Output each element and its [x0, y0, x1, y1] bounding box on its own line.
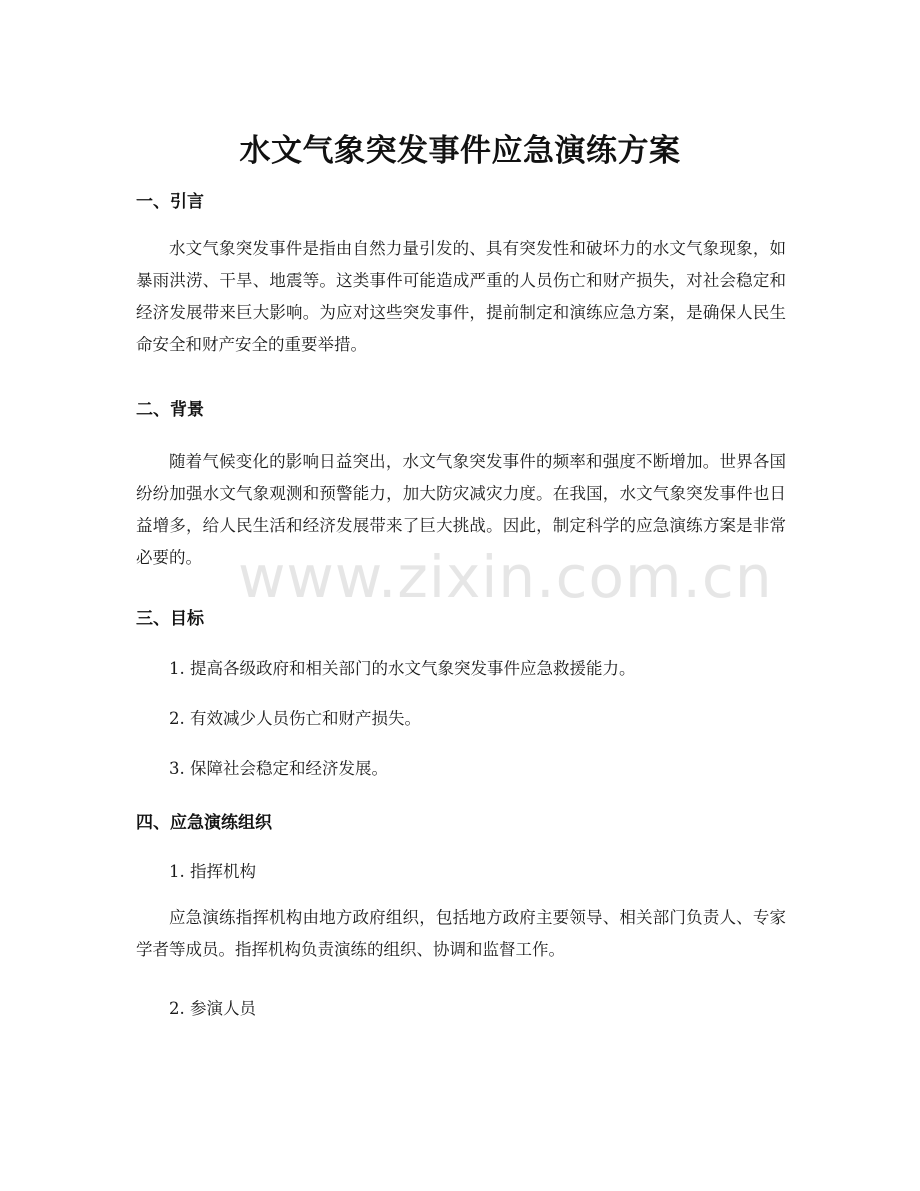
subsection-participants: 2. 参演人员 — [169, 999, 256, 1018]
section-paragraph-introduction: 水文气象突发事件是指由自然力量引发的、具有突发性和破坏力的水文气象现象，如暴雨洪涝、干旱、地震等。这类事件可能造成严重的人员伤亡和财产损失，对社会稳定和经济发展带来巨大影响。为应对这些突发事件，提前制定和演练应急方案，是确保人民生命安全和财产安全的重要举措。 — [136, 239, 786, 354]
document-title: 水文气象突发事件应急演练方案 — [239, 132, 681, 169]
section-paragraph-command-structure: 应急演练指挥机构由地方政府组织，包括地方政府主要领导、相关部门负责人、专家学者等成员。指挥机构负责演练的组织、协调和监督工作。 — [136, 908, 786, 959]
section-paragraph-background: 随着气候变化的影响日益突出，水文气象突发事件的频率和强度不断增加。世界各国纷纷加强水文气象观测和预警能力，加大防灾减灾力度。在我国，水文气象突发事件也日益增多，给人民生活和经济发展带来了巨大挑战。因此，制定科学的应急演练方案是非常必要的。 — [136, 452, 786, 567]
section-heading-goals: 三、目标 — [136, 609, 204, 629]
subsection-command-structure: 1. 指挥机构 — [169, 862, 256, 881]
section-heading-organization: 四、应急演练组织 — [136, 813, 272, 833]
goal-item-1: 1. 提高各级政府和相关部门的水文气象突发事件应急救援能力。 — [169, 659, 636, 678]
section-heading-introduction: 一、引言 — [136, 192, 204, 212]
goal-item-2: 2. 有效减少人员伤亡和财产损失。 — [169, 709, 421, 728]
goal-item-3: 3. 保障社会稳定和经济发展。 — [169, 759, 388, 778]
section-heading-background: 二、背景 — [136, 400, 204, 420]
watermark-text: www.zixin.com.cn — [238, 543, 773, 611]
